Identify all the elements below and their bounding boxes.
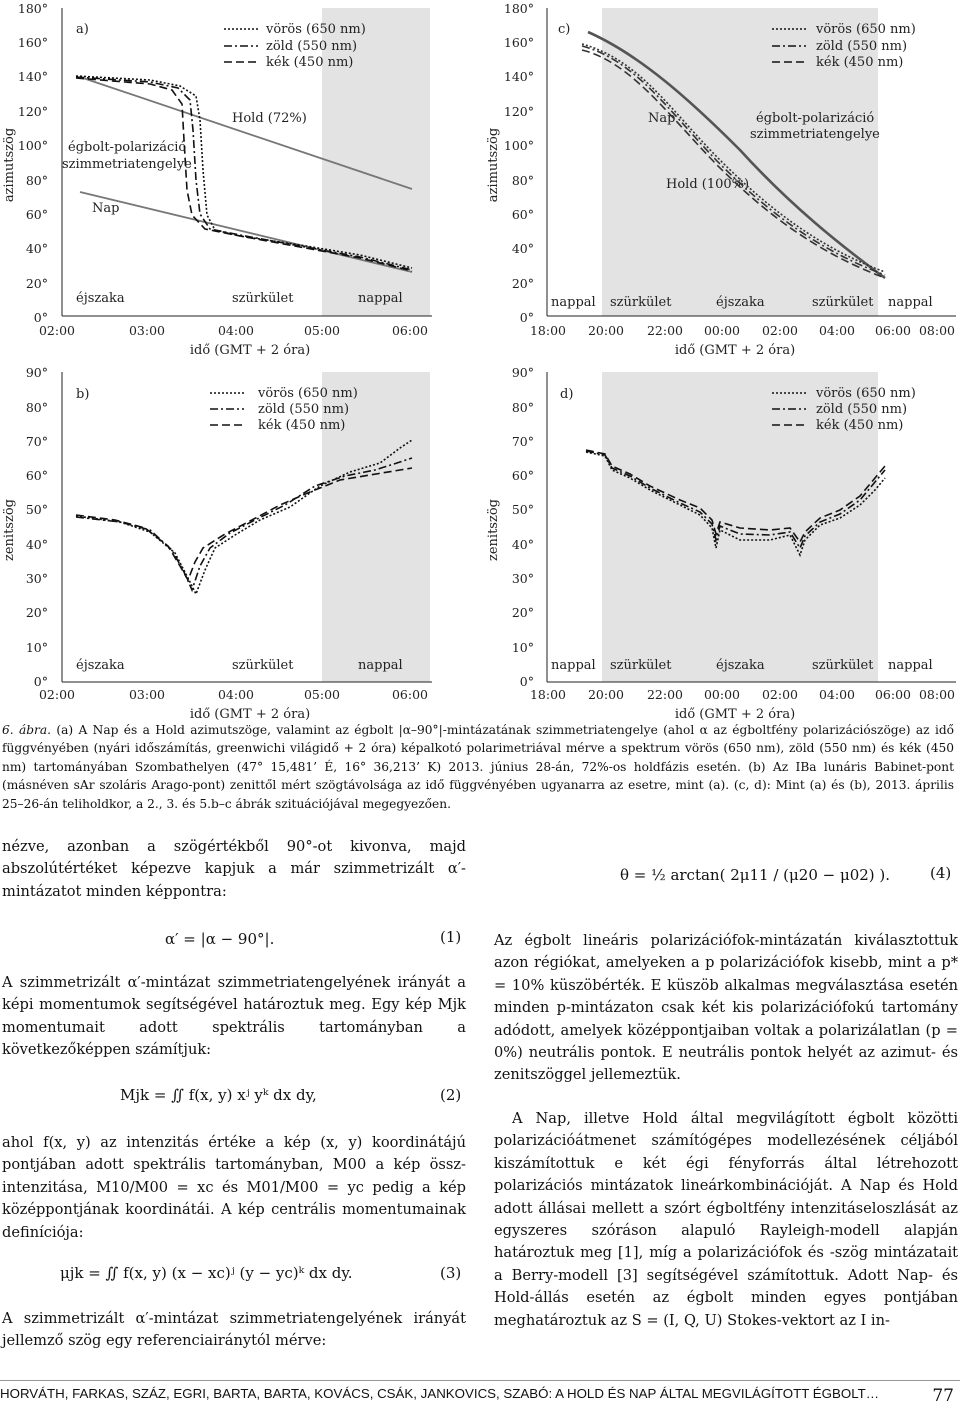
- svg-text:nappal: nappal: [888, 295, 933, 310]
- y-tick: 50°: [25, 502, 48, 517]
- x-tick: 08:00: [918, 687, 956, 702]
- y-tick: 100°: [17, 138, 48, 153]
- moon-label: Hold (72%): [232, 111, 307, 126]
- right-column-p1: Az égbolt lineáris polarizációfok-mintázatán kiválasztottuk azon régiókat, amelyeken a p polarizációfok kisebb, mint a p* = 10% küszöbérték. E küszöb alkalmas megválasztása esetén minden p-mintázaton csak két kis polarizációfokú tartomány adódott, amelyek középpontjaiban voltak a polarizálatlan (p = 0%) neutrális pontok. E neutrális pontok helyét az azimut- és zenitszöggel jellemeztük.: [494, 932, 958, 1084]
- panel-c: [486, 1, 956, 358]
- x-tick: 04:00: [818, 687, 856, 702]
- y-tick: 160°: [17, 35, 48, 50]
- left-column-p4: A szimmetrizált α′-mintázat szimmetriatengelyének irányát jellemző szög egy referenciairánytól mérve:: [2, 1310, 466, 1350]
- svg-text:szürkület: szürkület: [812, 658, 874, 673]
- x-tick: 05:00: [303, 687, 341, 702]
- panel-tag: b): [76, 387, 90, 402]
- svg-text:szürkület: szürkület: [812, 295, 874, 310]
- y-tick: 50°: [511, 502, 534, 517]
- y-axis-label: zenitszög: [2, 499, 17, 561]
- sun-label: Nap: [92, 201, 120, 216]
- x-tick: 00:00: [703, 323, 741, 338]
- svg-text:vörös (650 nm): vörös (650 nm): [266, 22, 366, 37]
- svg-text:kék (450 nm): kék (450 nm): [816, 55, 904, 70]
- x-tick: 02:00: [38, 687, 76, 702]
- equation-1-number: (1): [440, 928, 462, 946]
- x-tick: 20:00: [587, 687, 625, 702]
- x-tick: 22:00: [646, 687, 684, 702]
- moon-label: Hold (100%): [666, 177, 750, 192]
- x-tick: 20:00: [587, 323, 625, 338]
- svg-text:vörös (650 nm): vörös (650 nm): [258, 386, 358, 401]
- y-tick: 20°: [511, 605, 534, 620]
- x-tick: 22:00: [646, 323, 684, 338]
- y-tick: 90°: [511, 365, 534, 380]
- svg-text:nappal: nappal: [358, 658, 403, 673]
- y-tick: 70°: [25, 434, 48, 449]
- panel-b: [2, 365, 432, 720]
- y-axis-label: zenitszög: [486, 499, 501, 561]
- y-tick: 40°: [25, 537, 48, 552]
- y-axis-label: azimutszög: [486, 127, 501, 203]
- svg-text:nappal: nappal: [551, 658, 596, 673]
- svg-text:szürkület: szürkület: [232, 658, 294, 673]
- y-tick: 30°: [25, 571, 48, 586]
- panel-tag: d): [560, 387, 574, 402]
- panel-tag: a): [76, 22, 89, 37]
- svg-text:kék (450 nm): kék (450 nm): [266, 55, 354, 70]
- legend: [224, 22, 366, 70]
- footer-rule: [0, 1380, 960, 1381]
- x-tick-labels: [530, 323, 955, 338]
- y-tick: 0°: [519, 674, 534, 689]
- svg-text:zöld (550 nm): zöld (550 nm): [816, 402, 908, 417]
- sun-label: Nap: [648, 111, 676, 126]
- x-tick: 06:00: [391, 687, 429, 702]
- y-tick: 140°: [17, 69, 48, 84]
- x-tick: 06:00: [874, 687, 912, 702]
- y-tick-labels: [26, 365, 48, 689]
- svg-text:zöld (550 nm): zöld (550 nm): [816, 39, 908, 54]
- x-tick: 04:00: [217, 687, 255, 702]
- page-number: 77: [932, 1386, 954, 1406]
- y-tick: 60°: [511, 207, 534, 222]
- right-column-p2: A Nap, illetve Hold által megvilágított égbolt közötti polarizációátmenet számítógépes modellezésének céljából kiszámítottuk e két égi fényforrás által létrehozott polarizációs mintázatok lineárkombinációját. A Nap és Hold adott állásai mellett a szórt égboltfény intenzitáseloszlását az egyszeres szóráson alapuló Rayleigh-modell alapján határoztuk meg [1], míg a polarizációfok és -szög mintázatait a Berry-modell [3] segítségével számítottuk. Adott Nap- és Hold-állás esetén az égbolt minden egyes pontjában meghatároztuk az S = (I, Q, U) Stokes-vektort az I in-: [494, 1110, 958, 1329]
- x-tick-labels: [530, 687, 955, 702]
- svg-text:kék (450 nm): kék (450 nm): [258, 418, 346, 433]
- y-tick-labels: [504, 1, 534, 325]
- panel-a: [2, 1, 432, 358]
- svg-text:szürkület: szürkület: [610, 295, 672, 310]
- y-tick: 80°: [511, 173, 534, 188]
- x-tick: 02:00: [761, 687, 799, 702]
- legend: [210, 386, 358, 433]
- footer-authors: HORVÁTH, FARKAS, SZÁZ, EGRI, BARTA, BARTA, KOVÁCS, CSÁK, JANKOVICS, SZABÓ: A HOLD ÉS NAP ÁLTAL MEGVILÁGÍTOTT ÉGBOLT…: [0, 1386, 880, 1401]
- page-footer: [0, 1386, 960, 1406]
- symmetry-axis-label: égbolt-polarizáció: [756, 111, 875, 126]
- y-tick: 10°: [511, 640, 534, 655]
- y-tick-labels: [18, 1, 48, 325]
- left-column-p3: ahol f(x, y) az intenzitás értéke a kép (x, y) koordinátájú pontjában adott spektrális tartományban, M00 a kép össz-intenzitása, M10/M00 = xc és M01/M00 = yc pedig a kép középpontjának koordinátái. A kép centrális momentumainak definíciója:: [2, 1134, 466, 1241]
- y-tick: 20°: [511, 276, 534, 291]
- y-tick: 120°: [503, 104, 534, 119]
- svg-text:szürkület: szürkület: [610, 658, 672, 673]
- x-tick: 06:00: [874, 323, 912, 338]
- y-tick: 20°: [25, 605, 48, 620]
- x-axis-label: idő (GMT + 2 óra): [674, 707, 796, 720]
- y-tick: 60°: [25, 207, 48, 222]
- y-axis-label: azimutszög: [2, 127, 17, 203]
- y-tick: 120°: [17, 104, 48, 119]
- equation-1: α′ = |α − 90°|.: [165, 930, 275, 948]
- y-tick: 90°: [25, 365, 48, 380]
- symmetry-axis-label: szimmetriatengelye: [62, 157, 192, 172]
- y-tick: 30°: [511, 571, 534, 586]
- y-tick: 70°: [511, 434, 534, 449]
- x-tick-labels: [39, 323, 428, 338]
- svg-text:zöld (550 nm): zöld (550 nm): [266, 39, 358, 54]
- svg-text:éjszaka: éjszaka: [716, 658, 765, 673]
- x-tick-labels: [39, 687, 428, 702]
- caption-label: 6. ábra.: [2, 723, 52, 737]
- svg-text:éjszaka: éjszaka: [76, 291, 125, 306]
- x-tick: 05:00: [303, 323, 341, 338]
- svg-text:vörös (650 nm): vörös (650 nm): [816, 386, 916, 401]
- y-tick: 40°: [25, 241, 48, 256]
- equation-3: μjk = ∬ f(x, y) (x − xc)ʲ (y − yc)ᵏ dx dy.: [60, 1264, 353, 1282]
- y-tick-labels: [512, 365, 534, 689]
- svg-text:nappal: nappal: [888, 658, 933, 673]
- y-tick: 20°: [25, 276, 48, 291]
- x-tick: 08:00: [918, 323, 956, 338]
- svg-text:szürkület: szürkület: [232, 291, 294, 306]
- y-tick: 80°: [511, 400, 534, 415]
- x-tick: 06:00: [391, 323, 429, 338]
- y-tick: 80°: [25, 400, 48, 415]
- equation-4-number: (4): [930, 864, 952, 882]
- y-tick: 10°: [25, 640, 48, 655]
- figure-caption: [2, 721, 954, 813]
- panel-d: [486, 365, 956, 720]
- y-tick: 40°: [511, 537, 534, 552]
- symmetry-axis-label: égbolt-polarizáció: [68, 140, 187, 155]
- svg-text:éjszaka: éjszaka: [76, 658, 125, 673]
- y-tick: 100°: [503, 138, 534, 153]
- equation-3-number: (3): [440, 1264, 462, 1282]
- caption-text: (a) A Nap és a Hold azimutszöge, valamint az égbolt |α–90°|-mintázatának szimmetriatengelye (ahol α az égboltfény polarizációszöge) az idő függvényében (nyári időszámítás, greenwichi világidő + 2 óra) képalkotó polarimetriával mérve a spektrum vörös (650 nm), zöld (550 nm) és kék (450 nm) tartományában Szombathelyen (47° 15,481’ É, 16° 36,213’ K) 2013. június 28-án, 72%-os holdfázis esetén. (b) Az IBa lunáris Babinet-pont (másnéven sAr szoláris Arago-pont) zenittől mért szögtávolsága az idő függvényében ugyanarra az esetre, mint (a). (c, d): Mint (a) és (b), 2013. április 25–26-án teliholdkor, a 2., 3. és 5.b–c ábrák szituációjával megegyezően.: [2, 723, 954, 811]
- y-tick: 0°: [33, 310, 48, 325]
- y-tick: 0°: [33, 674, 48, 689]
- svg-text:zöld (550 nm): zöld (550 nm): [258, 402, 350, 417]
- x-axis-label: idő (GMT + 2 óra): [189, 707, 311, 720]
- y-tick: 40°: [511, 241, 534, 256]
- panel-tag: c): [558, 22, 571, 37]
- y-tick: 140°: [503, 69, 534, 84]
- y-tick: 60°: [511, 468, 534, 483]
- y-tick: 80°: [25, 173, 48, 188]
- left-column-p1: nézve, azonban a szögértékből 90°-ot kivonva, majd abszolútértéket képezve kapjuk a már szimmetrizált α′-mintázatot minden képpontra:: [2, 838, 466, 900]
- equation-2: Mjk = ∬ f(x, y) xʲ yᵏ dx dy,: [120, 1086, 317, 1104]
- svg-text:nappal: nappal: [358, 291, 403, 306]
- y-tick: 180°: [503, 1, 534, 16]
- symmetry-axis-label: szimmetriatengelye: [750, 127, 880, 142]
- x-axis-label: idő (GMT + 2 óra): [674, 343, 796, 358]
- x-tick: 03:00: [128, 323, 166, 338]
- svg-text:nappal: nappal: [551, 295, 596, 310]
- equation-2-number: (2): [440, 1086, 462, 1104]
- x-tick: 00:00: [703, 687, 741, 702]
- x-axis-label: idő (GMT + 2 óra): [189, 343, 311, 358]
- y-tick: 60°: [25, 468, 48, 483]
- y-tick: 160°: [503, 35, 534, 50]
- x-tick: 03:00: [128, 687, 166, 702]
- svg-text:kék (450 nm): kék (450 nm): [816, 418, 904, 433]
- x-tick: 18:00: [529, 687, 567, 702]
- svg-text:éjszaka: éjszaka: [716, 295, 765, 310]
- left-column-p2: A szimmetrizált α′-mintázat szimmetriatengelyének irányát a képi momentumok segítségével határoztuk meg. Egy kép Mjk momentumait adott spektrális tartományban a következőképpen számítjuk:: [2, 974, 466, 1059]
- y-tick: 180°: [17, 1, 48, 16]
- svg-text:vörös (650 nm): vörös (650 nm): [816, 22, 916, 37]
- x-tick: 04:00: [818, 323, 856, 338]
- x-tick: 02:00: [761, 323, 799, 338]
- equation-4: θ = ½ arctan( 2μ11 / (μ20 − μ02) ).: [620, 866, 891, 884]
- x-tick: 04:00: [217, 323, 255, 338]
- x-tick: 18:00: [529, 323, 567, 338]
- y-tick: 0°: [519, 310, 534, 325]
- x-tick: 02:00: [38, 323, 76, 338]
